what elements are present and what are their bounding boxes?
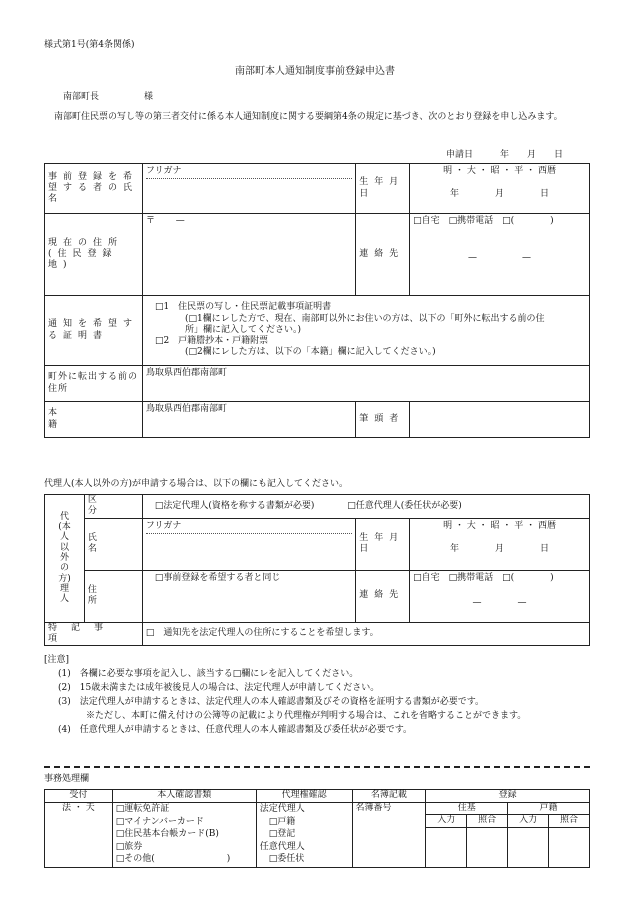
agent-table bbox=[44, 494, 590, 646]
form-number: 様式第1号(第4条関係) bbox=[44, 40, 135, 50]
cert-option-1[interactable]: □1 住民票の写し・住民票記載事項証明書 bbox=[154, 302, 332, 313]
office-header-uketsuke: 受付 bbox=[45, 790, 113, 803]
application-date: 申請日 年 月 日 bbox=[446, 150, 564, 160]
applicant-name-label: 事前登録を希望する者の氏名 bbox=[45, 164, 143, 214]
form-title: 南部町本人通知制度事前登録申込書 bbox=[235, 66, 395, 77]
note-item: (1) 各欄に必要な事項を記入し、該当する□欄にレを記入してください。 bbox=[58, 669, 359, 679]
applicant-dob-ymd[interactable]: 年 月 日 bbox=[450, 189, 550, 200]
office-table bbox=[44, 789, 590, 868]
proxy-item[interactable]: □委任状 bbox=[259, 854, 305, 864]
id-doc-item[interactable]: □マイナンバーカード bbox=[115, 816, 204, 827]
office-cell[interactable] bbox=[549, 827, 590, 867]
agent-contact-label: 連絡先 bbox=[356, 570, 410, 622]
note-item: (3) 法定代理人が申請するときは、法定代理人の本人確認書類及びその資格を証明する書類が必要です。 bbox=[58, 697, 485, 707]
agent-kubun-label: 区分 bbox=[84, 495, 142, 519]
id-doc-item[interactable]: □その他( ) bbox=[115, 854, 231, 864]
id-doc-item[interactable]: □住民基本台帳カード(B) bbox=[115, 829, 219, 839]
special-label: 特記事項 bbox=[45, 622, 143, 646]
agent-kubun-legal[interactable]: □法定代理人(資格を称する書類が必要) bbox=[154, 500, 315, 511]
cert-option-1-note: (□1欄にレした方で、現在、南部町以外にお住いの方は、以下の「町外に転出する前の住所」欄に記入してください。) bbox=[184, 313, 545, 335]
office-meibo: 名簿番号 bbox=[352, 803, 426, 868]
office-header-id-docs: 本人確認書類 bbox=[112, 790, 256, 803]
applicant-address-label: 現在の住所 (住民登録地) bbox=[45, 214, 143, 296]
agent-kubun-voluntary[interactable]: □任意代理人(委任状が必要) bbox=[347, 500, 462, 511]
agent-dob-label: 生年月日 bbox=[356, 518, 410, 570]
cert-label: 通知を希望する証明書 bbox=[45, 296, 143, 366]
applicant-phone-options[interactable]: □自宅 □携帯電話 □( ) bbox=[413, 216, 554, 226]
hitto-field[interactable] bbox=[410, 402, 590, 438]
applicant-era-options[interactable]: 明 ・ 大 ・ 昭 ・ 平 ・ 西暦 bbox=[443, 166, 556, 176]
office-header-meibo: 名簿記載 bbox=[352, 790, 426, 803]
intro-text: 南部町住民票の写し等の第三者交付に係る本人通知制度に関する要綱第4条の規定に基づき、次のとおり登録を申し込みます。 bbox=[54, 112, 563, 122]
office-col-check: 照合 bbox=[467, 815, 508, 827]
agent-name-label: 氏名 bbox=[84, 518, 142, 570]
id-doc-item[interactable]: □旅券 bbox=[115, 841, 143, 852]
office-title: 事務処理欄 bbox=[44, 774, 90, 784]
cert-option-2[interactable]: □2 戸籍謄抄本・戸籍附票 bbox=[154, 336, 269, 347]
honseki-field[interactable] bbox=[142, 402, 355, 438]
office-cell[interactable] bbox=[426, 827, 467, 867]
office-header-touroku: 登録 bbox=[426, 790, 590, 803]
special-option[interactable]: □ 通知先を法定代理人の住所にすることを希望します。 bbox=[142, 622, 589, 646]
proxy-item[interactable]: □戸籍 bbox=[259, 816, 296, 827]
applicant-furigana-label: フリガナ bbox=[146, 166, 352, 179]
note-item: ※ただし、本町に備え付けの公簿等の記載により代理権が判明する場合は、これを省略することができます。 bbox=[86, 711, 527, 721]
proxy-item[interactable]: □登記 bbox=[259, 829, 296, 839]
office-header-proxy: 代理権確認 bbox=[256, 790, 352, 803]
notes-title: [注意] bbox=[44, 655, 70, 665]
id-doc-item[interactable]: □運転免許証 bbox=[115, 804, 170, 814]
moved-address-field[interactable] bbox=[142, 366, 589, 402]
applicant-phone-dash[interactable]: — — bbox=[468, 253, 532, 264]
office-cell[interactable] bbox=[508, 827, 549, 867]
note-item: (4) 任意代理人が申請するときは、任意代理人の本人確認書類及び委任状が必要です。 bbox=[58, 725, 413, 735]
cert-option-2-note: (□2欄にレした方は、以下の「本籍」欄に記入してください。) bbox=[184, 347, 436, 358]
office-col-check: 照合 bbox=[549, 815, 590, 827]
office-sub-juki: 住基 bbox=[426, 803, 508, 815]
agent-furigana-label: フリガナ bbox=[146, 521, 352, 534]
office-col-input: 入力 bbox=[508, 815, 549, 827]
proxy-item: 法定代理人 bbox=[259, 804, 305, 814]
agent-intro: 代理人(本人以外の方)が申請する場合は、以下の欄にも記入してください。 bbox=[44, 479, 349, 489]
moved-address-value: 鳥取県西伯郡南部町 bbox=[145, 368, 227, 378]
applicant-dob-label: 生年月日 bbox=[356, 164, 410, 214]
note-item: (2) 15歳未満または成年被後見人の場合は、法定代理人が申請してください。 bbox=[58, 683, 380, 693]
cut-line bbox=[44, 766, 590, 768]
agent-address-field[interactable] bbox=[142, 570, 355, 622]
honseki-value: 鳥取県西伯郡南部町 bbox=[145, 404, 227, 414]
agent-address-label: 住所 bbox=[84, 570, 142, 622]
agent-era-options[interactable]: 明 ・ 大 ・ 昭 ・ 平 ・ 西暦 bbox=[443, 520, 556, 531]
applicant-contact-label: 連絡先 bbox=[356, 214, 410, 296]
applicant-table bbox=[44, 163, 590, 438]
agent-phone-dash[interactable]: — — bbox=[472, 597, 527, 608]
office-cell[interactable] bbox=[467, 827, 508, 867]
addressee: 南部町長 様 bbox=[63, 92, 154, 102]
agent-same-option[interactable]: □事前登録を希望する者と同じ bbox=[154, 572, 281, 583]
applicant-address-field[interactable] bbox=[142, 214, 355, 296]
office-sub-koseki: 戸籍 bbox=[508, 803, 590, 815]
hitto-label: 筆頭者 bbox=[356, 402, 410, 438]
office-uketsuke: 法 ・ 天 bbox=[45, 803, 113, 868]
agent-phone-options[interactable]: □自宅 □携帯電話 □( ) bbox=[413, 572, 554, 583]
notes-list bbox=[58, 667, 526, 737]
postal-mark: 〒 — bbox=[145, 216, 185, 226]
honseki-label: 本籍 bbox=[45, 402, 143, 438]
agent-side-label: 代 (本 人 以 外 の 方) 理 人 bbox=[45, 495, 85, 623]
moved-address-label: 町外に転出する前の住所 bbox=[45, 366, 143, 402]
proxy-item: 任意代理人 bbox=[259, 841, 305, 852]
office-col-input: 入力 bbox=[426, 815, 467, 827]
agent-dob-ymd[interactable]: 年 月 日 bbox=[450, 543, 550, 554]
